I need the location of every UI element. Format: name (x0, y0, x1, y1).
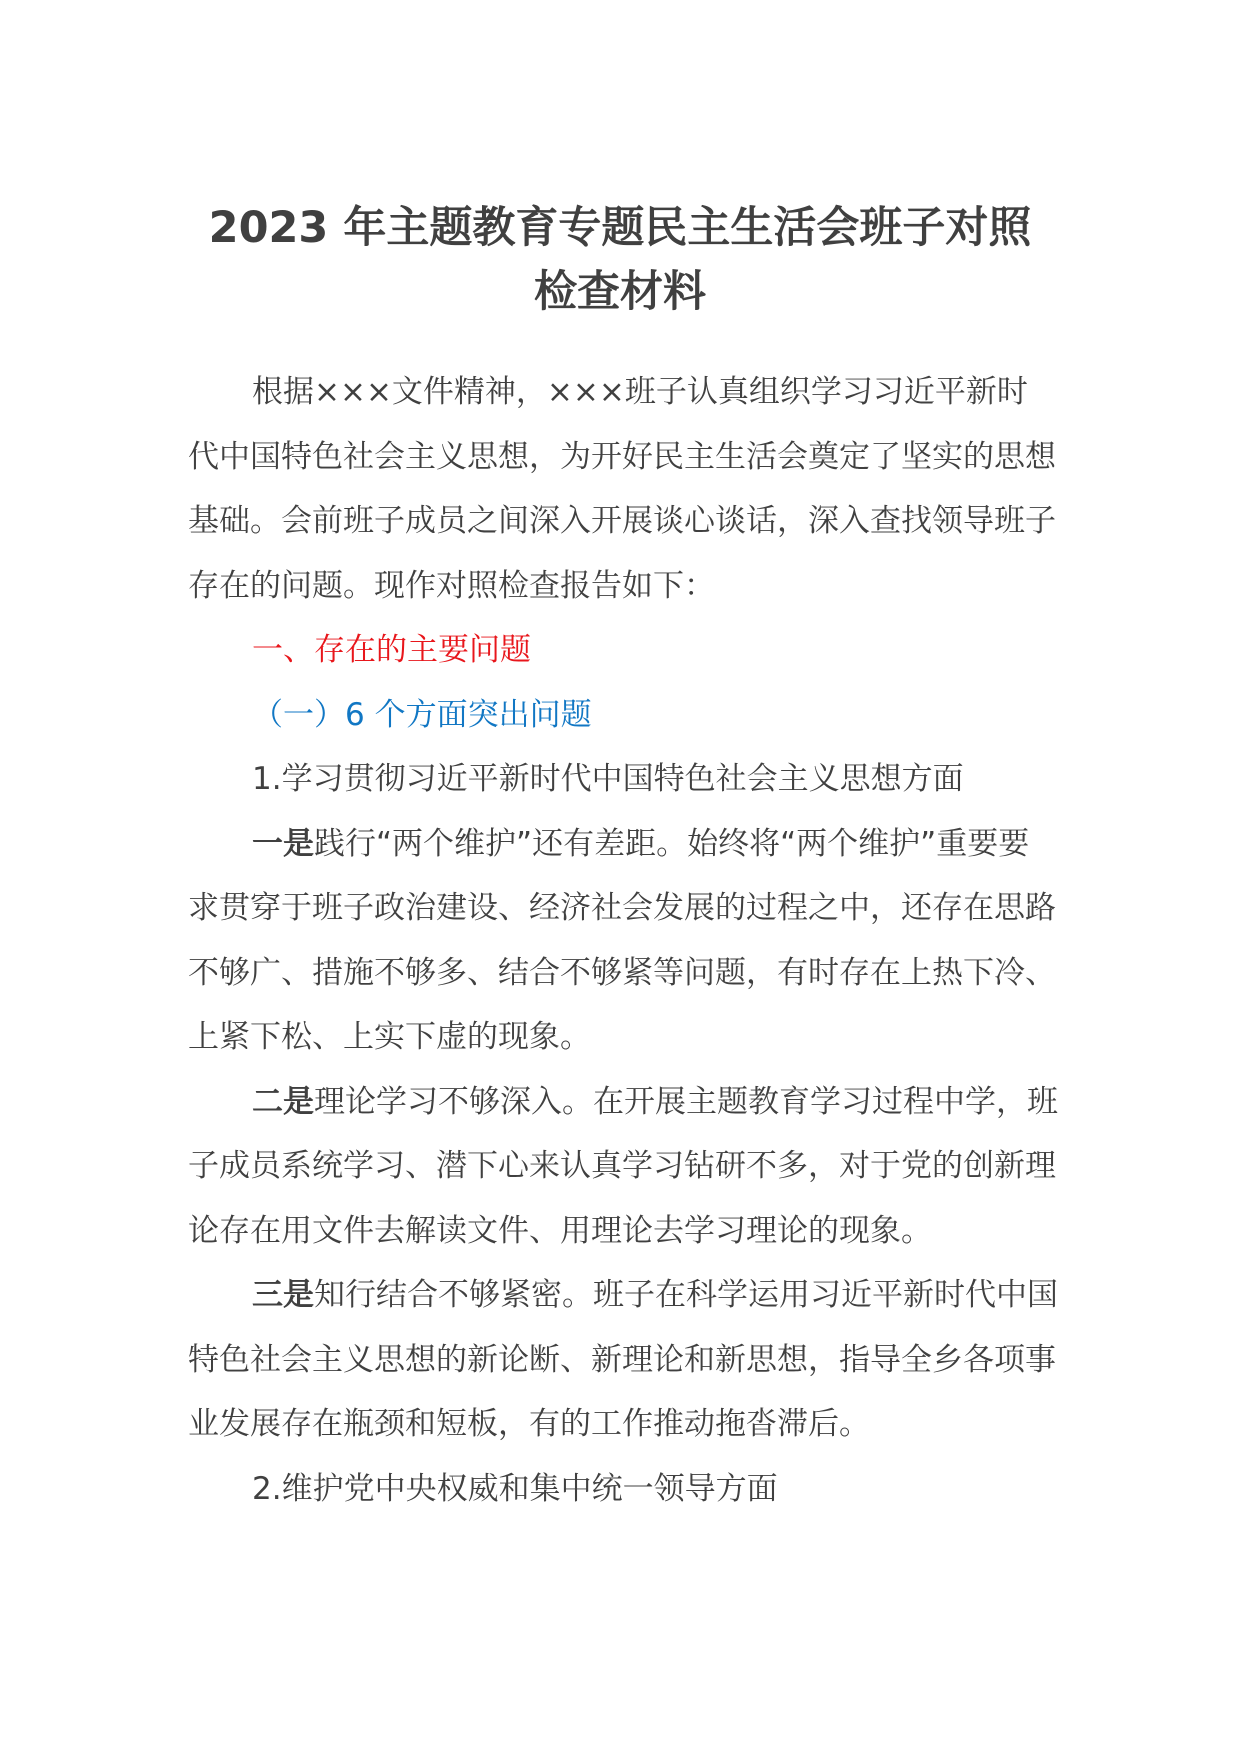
paragraph-3 (188, 1263, 1058, 1457)
document-body (188, 360, 1058, 1521)
item-heading-1: 1.学习贯彻习近平新时代中国特色社会主义思想方面 (252, 761, 964, 797)
paragraph-1-lead: 一是 (252, 825, 314, 862)
paragraph-3-text: 知行结合不够紧密。班子在科学运用习近平新时代中国特色社会主义思想的新论断、新理论和新思想，指导全乡各项事业发展存在瓶颈和短板，有的工作推动拖沓滞后。 (188, 1277, 1058, 1442)
title-line-2: 检查材料 (534, 267, 706, 317)
paragraph-2 (188, 1070, 1058, 1264)
section-heading-1: 一、存在的主要问题 (252, 632, 531, 668)
paragraph-2-lead: 二是 (252, 1083, 314, 1120)
item-heading-2: 2.维护党中央权威和集中统一领导方面 (252, 1470, 778, 1507)
intro-paragraph: 根据×××文件精神，×××班子认真组织学习习近平新时代中国特色社会主义思想，为开好民主生活会奠定了坚实的思想基础。会前班子成员之间深入开展谈心谈话，深入查找领导班子存在的问题。现作对照检查报告如下： (188, 374, 1056, 604)
paragraph-2-text: 理论学习不够深入。在开展主题教育学习过程中学，班子成员系统学习、潜下心来认真学习钻研不多，对于党的创新理论存在用文件去解读文件、用理论去学习理论的现象。 (188, 1083, 1058, 1249)
title-line-1: 2023 年主题教育专题民主生活会班子对照 (208, 203, 1032, 253)
document-title (160, 196, 1080, 324)
paragraph-3-lead: 三是 (252, 1277, 314, 1313)
paragraph-1-text: 践行“两个维护”还有差距。始终将“两个维护”重要要求贯穿于班子政治建设、经济社会发展的过程之中，还存在思路不够广、措施不够多、结合不够紧等问题，有时存在上热下冷、上紧下松、上实下虚的现象。 (188, 825, 1056, 1055)
paragraph-1 (188, 812, 1058, 1070)
subsection-heading-1: （一）6 个方面突出问题 (252, 696, 592, 733)
